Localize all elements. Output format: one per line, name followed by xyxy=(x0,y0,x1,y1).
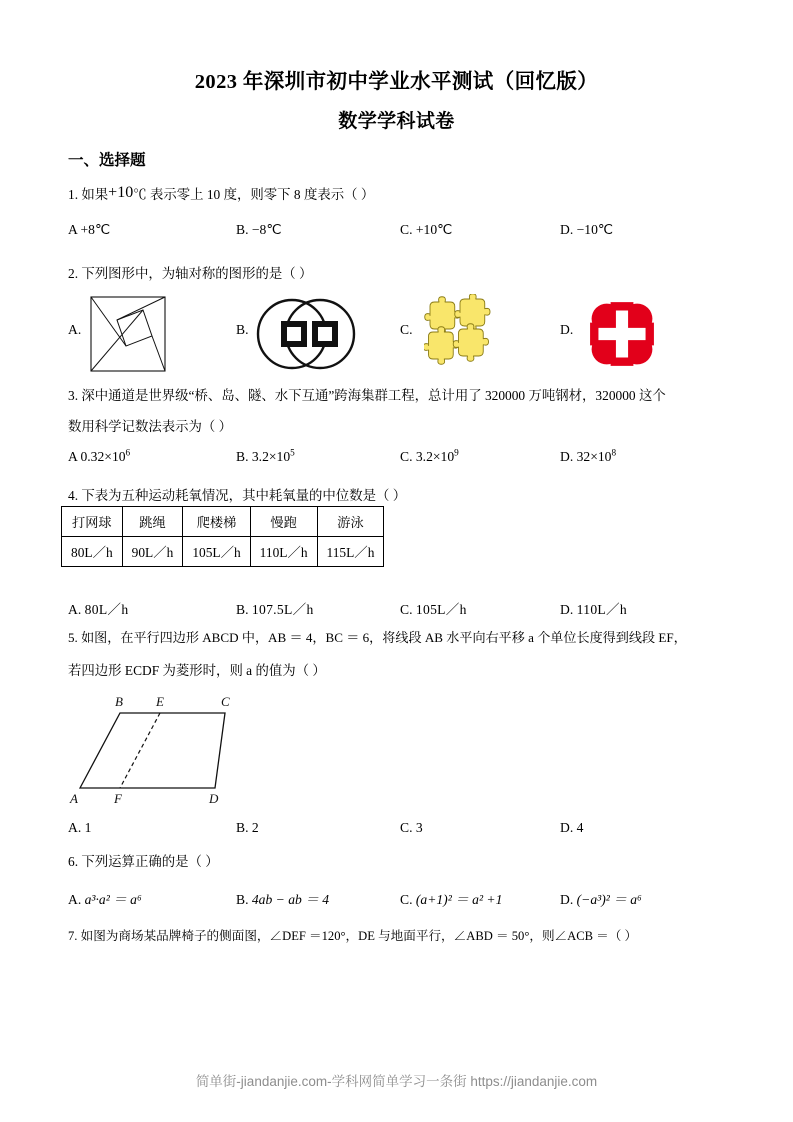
q1-option-a-text: +8℃ xyxy=(80,222,111,237)
table-row-values xyxy=(62,537,384,567)
q3-option-b-exponent: 5 xyxy=(290,447,295,458)
svg-text:F: F xyxy=(114,791,122,806)
q5-option-d-label: D. xyxy=(560,820,574,835)
q3-option-a-mantissa: 0.32×10 xyxy=(80,449,126,464)
q4-option-d[interactable] xyxy=(560,598,627,618)
q2-option-c-label: C. xyxy=(400,322,413,337)
q5-option-d[interactable] xyxy=(560,820,583,836)
two-circles-two-squares-figure xyxy=(256,296,356,377)
q1-option-c[interactable] xyxy=(400,222,452,238)
q4-option-c[interactable] xyxy=(400,598,467,618)
table-value-cell: 110L／h xyxy=(250,537,317,567)
pinwheel-square-figure xyxy=(90,296,166,377)
q1-option-c-text: +10℃ xyxy=(415,222,453,237)
q1-option-d[interactable] xyxy=(560,222,613,238)
question-1-options xyxy=(0,222,793,242)
q6-option-a-label: A. xyxy=(68,892,82,907)
q6-option-c-label: C. xyxy=(400,892,413,907)
question-3-stem-line2: 数用科学记数法表示为（ ） xyxy=(68,419,233,434)
q1-option-d-text: −10℃ xyxy=(576,222,614,237)
q3-option-d-exponent: 8 xyxy=(611,447,617,458)
table-value-cell: 80L／h xyxy=(62,537,123,567)
question-4-options xyxy=(0,598,793,618)
q4-option-a-text: 80L／h xyxy=(84,602,129,617)
q3-option-b-label: B. xyxy=(236,449,249,464)
svg-text:C: C xyxy=(221,694,230,709)
q1-stem-prefix: 1. 如果 xyxy=(68,187,109,202)
q4-option-d-label: D. xyxy=(560,602,574,617)
q4-option-a[interactable] xyxy=(68,598,128,618)
table-value-cell: 105L／h xyxy=(183,537,250,567)
q6-option-c[interactable] xyxy=(400,888,502,908)
q3-option-d-mantissa: 32×10 xyxy=(576,449,612,464)
svg-text:A: A xyxy=(70,791,78,806)
q2-option-b-label: B. xyxy=(236,322,249,337)
q5-option-b[interactable] xyxy=(236,820,259,836)
q5-option-b-text: 2 xyxy=(251,820,259,835)
table-row-header xyxy=(62,507,384,537)
footer-watermark: 简单街-jiandanjie.com-学科网简单学习一条街 https://jiandanjie.com xyxy=(195,1074,598,1089)
q5-option-c[interactable] xyxy=(400,820,423,836)
q3-option-c-exponent: 9 xyxy=(454,447,459,458)
four-jigsaw-pieces-figure xyxy=(424,294,496,375)
q4-option-a-label: A. xyxy=(68,602,82,617)
q3-option-d[interactable] xyxy=(560,449,616,465)
q3-option-b[interactable] xyxy=(236,449,295,465)
q6-option-a[interactable] xyxy=(68,888,142,908)
oxygen-consumption-table xyxy=(61,506,384,567)
q2-option-d-label: D. xyxy=(560,322,574,337)
q5-option-b-label: B. xyxy=(236,820,249,835)
svg-text:B: B xyxy=(115,694,123,709)
q3-option-c-label: C. xyxy=(400,449,413,464)
q3-option-c-mantissa: 3.2×10 xyxy=(415,449,455,464)
table-header-cell: 游泳 xyxy=(317,507,384,537)
q6-option-c-text: (a+1)² ＝ a² +1 xyxy=(415,892,503,907)
parallelogram-abcd-figure xyxy=(60,688,310,813)
question-2-stem: 2. 下列图形中，为轴对称的图形的是（ ） xyxy=(68,266,313,281)
q3-option-a[interactable] xyxy=(68,449,130,465)
question-3-options xyxy=(0,449,793,469)
svg-text:D: D xyxy=(209,791,219,806)
question-6-stem: 6. 下列运算正确的是（ ） xyxy=(68,854,219,869)
question-5-stem-line1: 5. 如图，在平行四边形 ABCD 中，AB ＝ 4，BC ＝ 6，将线段 AB 水平向右平移 a 个单位长度得到线段 EF， xyxy=(68,630,687,645)
question-7-stem: 7. 如图为商场某品牌椅子的侧面图，∠DEF ＝120°，DE 与地面平行，∠ABD ＝ 50°，则∠ACB ＝（ ） xyxy=(68,929,638,943)
question-6-options xyxy=(0,888,793,908)
q1-stem-unit: ℃ xyxy=(133,187,147,202)
q6-option-b-label: B. xyxy=(236,892,249,907)
q4-option-c-label: C. xyxy=(400,602,413,617)
question-5-stem-line2: 若四边形 ECDF 为菱形时，则 a 的值为（ ） xyxy=(68,663,326,678)
page-title: 2023 年深圳市初中学业水平测试（回忆版） xyxy=(194,71,599,93)
q5-option-a[interactable] xyxy=(68,820,91,836)
question-3-stem-line1: 3. 深中通道是世界级“桥、岛、隧、水下互通”跨海集群工程，总计用了 320000 万吨钢材，320000 这个 xyxy=(68,388,666,403)
q1-stem-suffix: 表示零上 10 度，则零下 8 度表示（ ） xyxy=(149,187,375,202)
q5-option-a-label: A. xyxy=(68,820,82,835)
q6-option-b-text: 4ab − ab ＝ 4 xyxy=(251,892,330,907)
q6-option-a-text: a³·a² ＝ a⁶ xyxy=(84,892,142,907)
table-value-cell: 115L／h xyxy=(317,537,384,567)
q2-option-a-label: A. xyxy=(68,322,82,337)
table-header-cell: 跳绳 xyxy=(122,507,183,537)
question-1-stem xyxy=(68,183,374,205)
svg-text:E: E xyxy=(156,694,164,709)
q3-option-d-label: D. xyxy=(560,449,574,464)
q3-option-b-mantissa: 3.2×10 xyxy=(251,449,291,464)
q1-option-b[interactable] xyxy=(236,222,282,238)
q3-option-a-exponent: 6 xyxy=(125,447,131,458)
q5-option-c-text: 3 xyxy=(415,820,423,835)
q4-option-d-text: 110L／h xyxy=(576,602,628,617)
q1-option-c-label: C. xyxy=(400,222,413,237)
question-4-stem: 4. 下表为五种运动耗氧情况，其中耗氧量的中位数是（ ） xyxy=(68,488,407,503)
q3-option-a-label: A xyxy=(68,449,78,464)
q1-option-a[interactable] xyxy=(68,222,110,238)
q4-option-b-text: 107.5L／h xyxy=(251,602,314,617)
section-heading-multiple-choice: 一、选择题 xyxy=(68,152,146,169)
q1-option-b-label: B. xyxy=(236,222,249,237)
q5-option-d-text: 4 xyxy=(576,820,584,835)
question-5-options xyxy=(0,820,793,840)
q1-stem-value: +10 xyxy=(108,184,134,201)
q6-option-b[interactable] xyxy=(236,888,329,908)
q4-option-b[interactable] xyxy=(236,598,314,618)
q3-option-c[interactable] xyxy=(400,449,459,465)
table-value-cell: 90L／h xyxy=(122,537,183,567)
q6-option-d[interactable] xyxy=(560,888,642,908)
q1-option-d-label: D. xyxy=(560,222,574,237)
q4-option-b-label: B. xyxy=(236,602,249,617)
q1-option-a-label: A xyxy=(68,222,78,237)
q5-option-c-label: C. xyxy=(400,820,413,835)
q1-option-b-text: −8℃ xyxy=(251,222,282,237)
q4-option-c-text: 105L／h xyxy=(415,602,467,617)
q6-option-d-label: D. xyxy=(560,892,574,907)
q6-option-d-text: (−a³)² ＝ a⁶ xyxy=(576,892,642,907)
red-cross-flower-figure xyxy=(583,296,661,377)
q5-option-a-text: 1 xyxy=(84,820,92,835)
table-header-cell: 爬楼梯 xyxy=(183,507,250,537)
page-subtitle: 数学学科试卷 xyxy=(338,111,455,132)
table-header-cell: 打网球 xyxy=(62,507,123,537)
table-header-cell: 慢跑 xyxy=(250,507,317,537)
